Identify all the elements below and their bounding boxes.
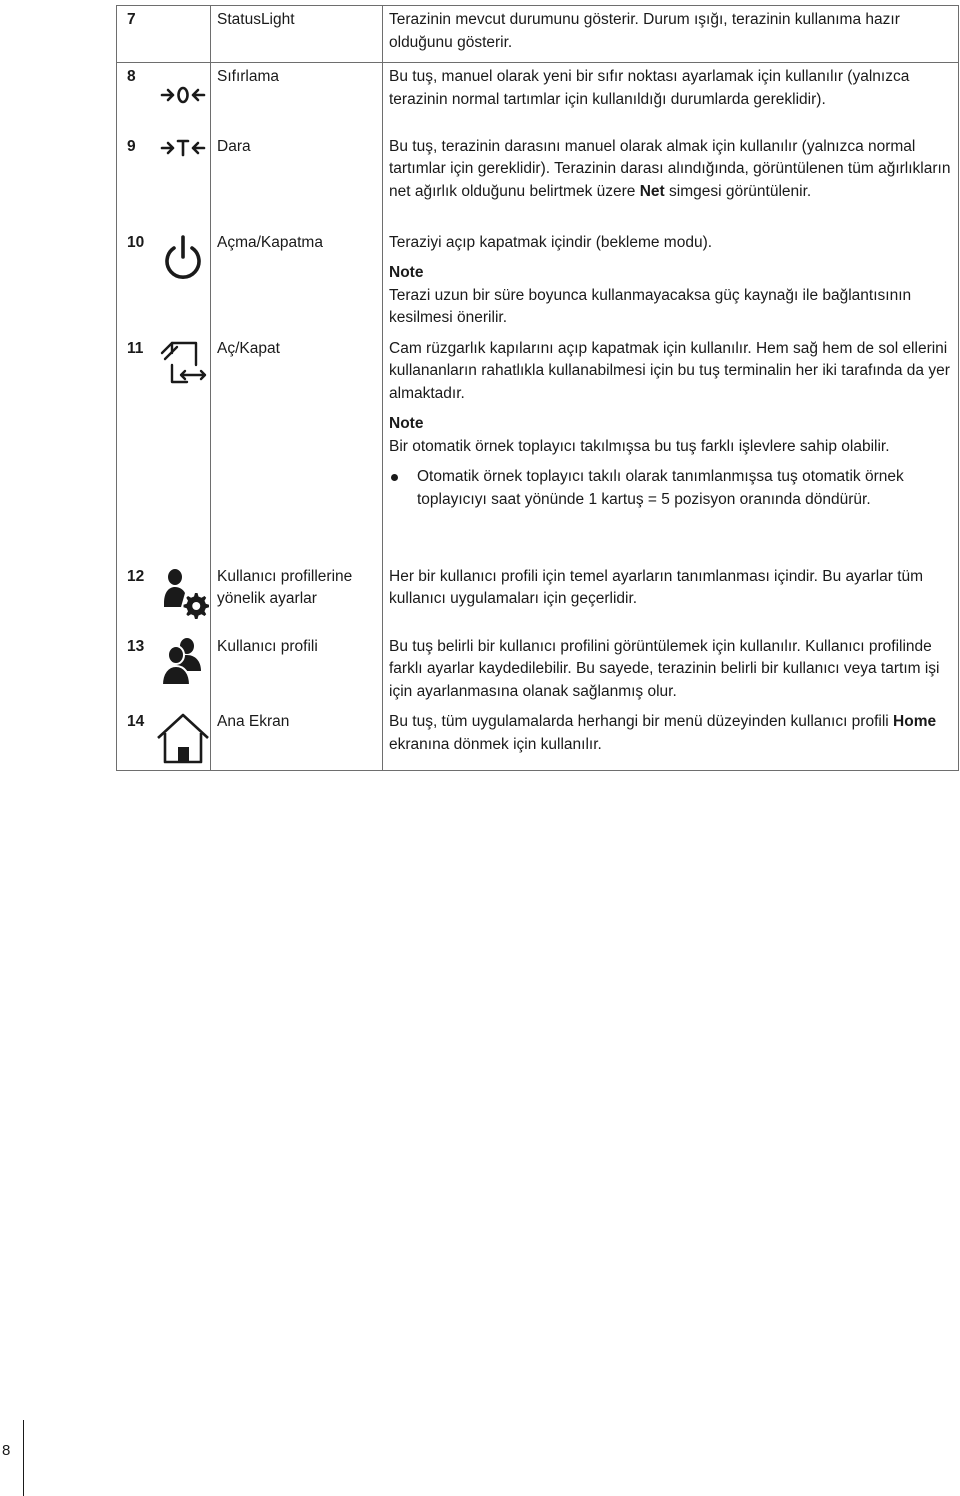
row-number: 11 bbox=[117, 335, 155, 563]
table-row bbox=[117, 633, 959, 709]
key-name: Ana Ekran bbox=[211, 708, 383, 770]
note-title: Note bbox=[389, 415, 424, 432]
bullet-item: Otomatik örnek toplayıcı takılı olarak tanımlanmışsa tuş otomatik örnek toplayıcıyı saat yönünde 1 kartuş = 5 pozisyon oranında döndürür. bbox=[389, 466, 952, 511]
key-description: Bu tuş, tüm uygulamalarda herhangi bir menü düzeyinden kullanıcı profili Home ekranına dönmek için kullanılır. bbox=[383, 708, 959, 770]
row-number: 13 bbox=[117, 633, 155, 709]
note-title: Note bbox=[389, 264, 424, 281]
key-name: Aç/Kapat bbox=[211, 335, 383, 563]
door-open-close-icon bbox=[155, 335, 211, 391]
row-number: 8 bbox=[117, 63, 155, 133]
row-number: 14 bbox=[117, 708, 155, 770]
home-icon bbox=[155, 708, 211, 764]
key-description: Terazinin mevcut durumunu gösterir. Durum ışığı, terazinin kullanıma hazır olduğunu gösterir. bbox=[383, 6, 959, 63]
page-number: 8 bbox=[2, 1442, 11, 1459]
key-name: Sıfırlama bbox=[211, 63, 383, 133]
key-name: Dara bbox=[211, 133, 383, 229]
note-text: Terazi uzun bir süre boyunca kullanmayacaksa güç kaynağı ile bağlantısının kesilmesi önerilir. bbox=[389, 286, 912, 326]
key-name: Kullanıcı profili bbox=[211, 633, 383, 709]
table-row bbox=[117, 133, 959, 229]
key-description: Her bir kullanıcı profili için temel ayarların tanımlanması içindir. Bu ayarlar tüm kullanıcı uygulamaları için geçerlidir. bbox=[383, 563, 959, 633]
key-function-table bbox=[116, 5, 959, 771]
table-row bbox=[117, 229, 959, 335]
key-description: Teraziyi açıp kapatmak içindir (bekleme modu). Note Terazi uzun bir süre boyunca kullanmayacaksa güç kaynağı ile bağlantısının kesilmesi önerilir. bbox=[383, 229, 959, 335]
row-number: 12 bbox=[117, 563, 155, 633]
key-description: Cam rüzgarlık kapılarını açıp kapatmak için kullanılır. Hem sağ hem de sol ellerini kullananların rahatlıkla kullanabilmesi için bu tuş terminalin her iki tarafında da yer almaktadır. Note Bir otomatik örnek toplayıcı takılmışsa bu tuş farklı işlevlere sahip olabilir. Otomatik örnek toplayıcı takılı olarak tanımlanmışsa tuş otomatik örnek toplayıcıyı saat yönünde 1 kartuş = 5 pozisyon oranında döndürür. bbox=[383, 335, 959, 563]
tare-arrows-icon bbox=[155, 133, 211, 163]
key-name: Kullanıcı profillerine yönelik ayarlar bbox=[211, 563, 383, 633]
key-name: Açma/Kapatma bbox=[211, 229, 383, 335]
table-row bbox=[117, 708, 959, 770]
net-label: Net bbox=[639, 182, 665, 200]
user-profile-icon bbox=[155, 633, 211, 689]
page-number-rule bbox=[23, 1420, 24, 1496]
table-row bbox=[117, 6, 959, 63]
key-description: Bu tuş belirli bir kullanıcı profilini görüntülemek için kullanılır. Kullanıcı profilinde farklı ayarlar kaydedilebilir. Bu sayede, terazinin belirli bir kullanıcı veya tartım işi için ayarlanmasına olanak sağlanmış olur. bbox=[383, 633, 959, 709]
user-settings-icon bbox=[155, 563, 211, 619]
key-name: StatusLight bbox=[211, 6, 383, 63]
row-number: 7 bbox=[117, 6, 155, 63]
row-number: 10 bbox=[117, 229, 155, 335]
note-text: Bir otomatik örnek toplayıcı takılmışsa bu tuş farklı işlevlere sahip olabilir. bbox=[389, 437, 890, 455]
table-row bbox=[117, 563, 959, 633]
table-row bbox=[117, 335, 959, 563]
power-icon bbox=[155, 229, 211, 285]
key-description: Bu tuş, manuel olarak yeni bir sıfır noktası ayarlamak için kullanılır (yalnızca terazinin normal tartımlar için kullanıldığı durumlarda gereklidir). bbox=[383, 63, 959, 133]
table-row bbox=[117, 63, 959, 133]
home-label: Home bbox=[893, 713, 937, 730]
key-description: Bu tuş, terazinin darasını manuel olarak almak için kullanılır (yalnızca normal tartımlar için gereklidir). Terazinin darası alındığında, görüntülenen tüm ağırlıkların net ağırlık olduğunu belirtmek üzere Net simgesi görüntülenir. bbox=[383, 133, 959, 229]
zero-arrows-icon bbox=[155, 63, 211, 119]
row-number: 9 bbox=[117, 133, 155, 229]
